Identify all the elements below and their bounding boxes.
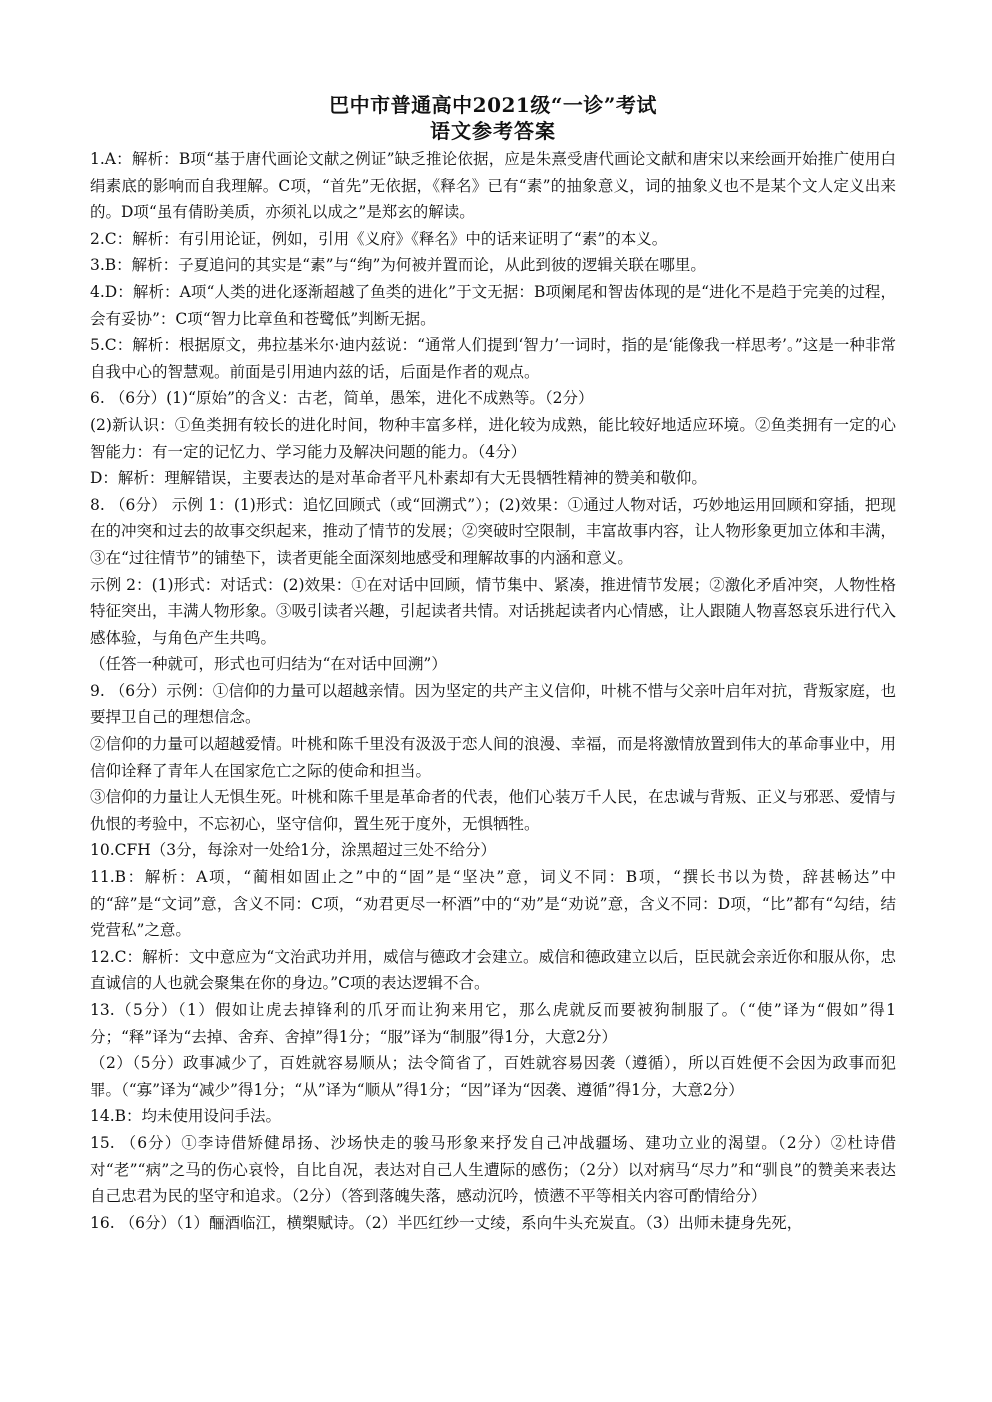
answer-paragraph: 14.B：均未使用设问手法。	[90, 1107, 282, 1126]
document-title: 巴中市普通高中2021级“一诊”考试	[329, 93, 657, 117]
answer-paragraph: 9. （6分）示例：①信仰的力量可以超越亲情。因为坚定的共产主义信仰，叶桃不惜与父亲叶启年对抗，背叛家庭，也要捍卫自己的理想信念。	[90, 681, 896, 727]
answer-paragraph: 6. （6分）(1)“原始”的含义：古老，简单，愚笨，进化不成熟等。（2分）	[90, 389, 594, 408]
answer-paragraph: 4.D：解析：A项“人类的进化逐渐超越了鱼类的进化”于文无据：B项阑尾和智齿体现的是“进化不是趋于完美的过程，会有妥协”：C项“智力比章鱼和苍鹭低”判断无据。	[90, 282, 896, 328]
answer-paragraph: （任答一种就可，形式也可归结为“在对话中回溯”）	[90, 655, 447, 674]
answer-paragraph: （2）（5分）政事减少了，百姓就容易顺从；法令简省了，百姓就容易因袭（遵循），所以百姓便不会因为政事而犯罪。（“寡”译为“减少”得1分；“从”译为“顺从”得1分；“因”译为“因袭、遵循”得1分，大意2分）	[90, 1054, 896, 1099]
answer-paragraph: ③信仰的力量让人无惧生死。叶桃和陈千里是革命者的代表，他们心装万千人民，在忠诚与背叛、正义与邪恶、爱情与仇恨的考验中，不忘初心，坚守信仰，置生死于度外，无惧牺牲。	[90, 788, 897, 833]
answer-paragraph: 10.CFH（3分，每涂对一处给1分，涂黑超过三处不给分）	[90, 841, 497, 860]
answer-paragraph: 11.B：解析：A项，“蔺相如固止之”中的“固”是“坚决”意，词义不同：B项，“撰长书以为贽，辞甚畅达”中的“辞”是“文词”意，含义不同：C项，“劝君更尽一杯酒”中的“劝”是“劝说”意，含义不同：D项，“比”都有“勾结，结党营私”之意。	[90, 868, 896, 940]
answer-paragraph: 15. （6分）①李诗借矫健昂扬、沙场快走的骏马形象来抒发自己冲战疆场、建功立业的渴望。（2分）②杜诗借对“老”“病”之马的伤心哀怜，自比自况，表达对自己人生遭际的感伤；（2分）以对病马“尽力”和“驯良”的赞美来表达自己忠君为民的坚守和追求。（2分）（答到落魄失落，感动沉吟，愤懑不平等相关内容可酌情给分）	[90, 1133, 896, 1206]
answer-paragraph: 2.C：解析：有引用论证，例如，引用《义府》《释名》中的话来证明了“素”的本义。	[90, 229, 668, 248]
answer-paragraph: ②信仰的力量可以超越爱情。叶桃和陈千里没有汲汲于恋人间的浪漫、幸福，而是将激情放置到伟大的革命事业中，用信仰诠释了青年人在国家危亡之际的使命和担当。	[90, 735, 897, 780]
answer-paragraph: 16. （6分）（1）酾酒临江，横槊赋诗。（2）半匹红纱一丈绫，系向牛头充炭直。（3）出师未捷身先死，	[90, 1213, 803, 1232]
answer-paragraph: 3.B：解析：子夏追问的其实是“素”与“绚”为何被并置而论，从此到彼的逻辑关联在哪里。	[90, 256, 706, 275]
answer-paragraph: (2)新认识：①鱼类拥有较长的进化时间，物种丰富多样，进化较为成熟，能比较好地适应环境。②鱼类拥有一定的心智能力：有一定的记忆力、学习能力及解决问题的能力。（4分）	[90, 415, 896, 461]
answer-list	[90, 146, 896, 1236]
answer-paragraph: 13.（5分）（1）假如让虎去掉锋利的爪牙而让狗来用它，那么虎就反而要被狗制服了。（“使”译为“假如”得1分；“释”译为“去掉、舍弃、舍掉”得1分；“服”译为“制服”得1分，大意2分）	[90, 1001, 896, 1046]
document-subtitle: 语文参考答案	[430, 119, 556, 143]
answer-paragraph: 示例 2：(1)形式：对话式：(2)效果：①在对话中回顾，情节集中、紧凑，推进情节发展；②激化矛盾冲突，人物性格特征突出，丰满人物形象。③吸引读者兴趣，引起读者共情。对话挑起读者内心情感，让人跟随人物喜怒哀乐进行代入感体验，与角色产生共鸣。	[90, 575, 897, 647]
answer-paragraph: 5.C：解析：根据原文，弗拉基米尔·迪内兹说：“通常人们提到‘智力’一词时，指的是‘能像我一样思考’。”这是一种非常自我中心的智慧观。前面是引用迪内兹的话，后面是作者的观点。	[90, 336, 896, 381]
answer-paragraph: 8. （6分） 示例 1：(1)形式：追忆回顾式（或“回溯式”）；(2)效果：①通过人物对话，巧妙地运用回顾和穿插，把现在的冲突和过去的故事交织起来，推动了情节的发展；②突破时空限制，丰富故事内容，让人物形象更加立体和丰满，③在“过往情节”的铺垫下，读者更能全面深刻地感受和理解故事的内涵和意义。	[90, 495, 897, 567]
answer-paragraph: 12.C：解析：文中意应为“文治武功并用，威信与德政才会建立。威信和德政建立以后，臣民就会亲近你和服从你，忠直诚信的人也就会聚集在你的身边。”C项的表达逻辑不合。	[90, 947, 896, 993]
answer-paragraph: 1.A：解析：B项“基于唐代画论文献之例证”缺乏推论依据，应是朱熹受唐代画论文献和唐宋以来绘画开始推广使用白绢素底的影响而自我理解。C项，“首先”无依据，《释名》已有“素”的抽象意义，词的抽象义也不是某个文人定义出来的。D项“虽有倩盼美质，亦须礼以成之”是郑玄的解读。	[90, 150, 896, 222]
answer-paragraph: D：解析：理解错误，主要表达的是对革命者平凡朴素却有大无畏牺牲精神的赞美和敬仰。	[90, 469, 707, 488]
